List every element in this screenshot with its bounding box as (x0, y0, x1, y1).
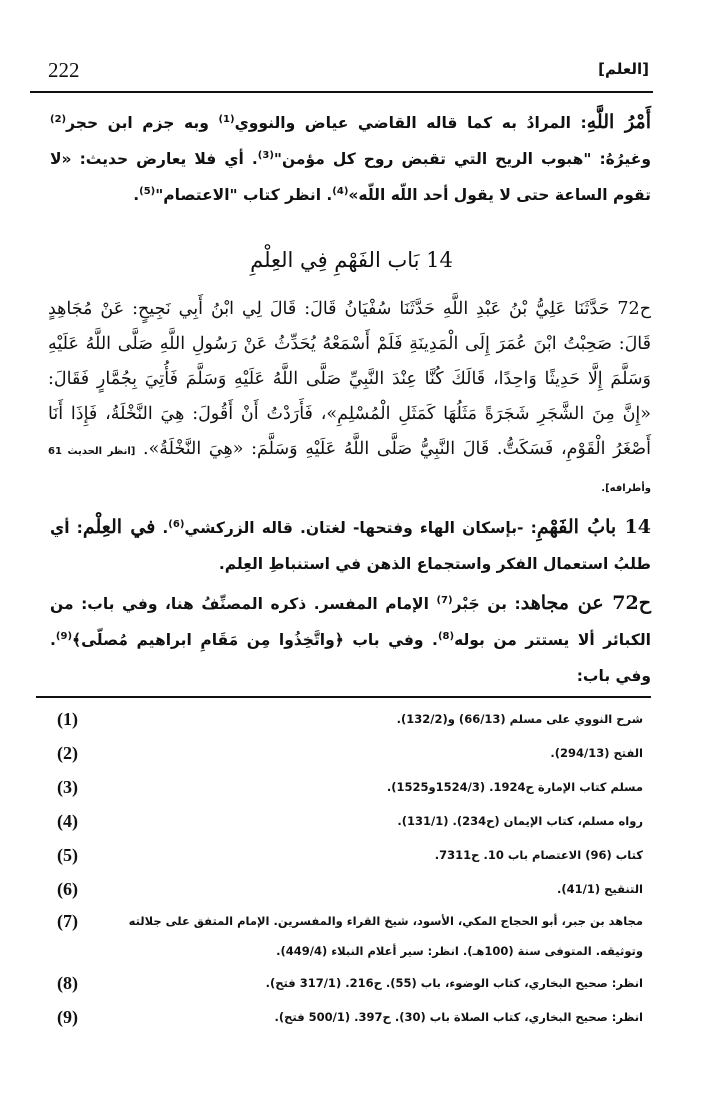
footnote-text: انظر: صحيح البخاري، كتاب الوضوء، باب (55). ح216. (317/1 فتح). (265, 976, 643, 990)
commentary-text: وبه جزم ابن حجر (66, 114, 219, 132)
hadith-cross-reference: [انظر الحديث 61 وأطرافه]. (48, 446, 651, 494)
footnote-ref: (7) (436, 594, 453, 606)
commentary-text: : أي طلبُ استعمال الفكر واستجماع الذهن في استنباطِ العِلم. (50, 519, 651, 573)
footnote-ref: (1) (218, 113, 235, 125)
footnote-item (50, 736, 651, 770)
term-heading: ح72 عن مجاهد (520, 592, 651, 614)
hadith-text: ح72 حَدَّثَنَا عَلِيُّ بْنُ عَبْدِ اللَّهِ حَدَّثَنَا سُفْيَانُ قَالَ: قَالَ لِي ابْنُ أَبِي نَجِيحٍ: عَنْ مُجَاهِدٍ قَالَ: صَحِبْتُ ابْنَ عُمَرَ إِلَى الْمَدِينَةِ فَلَمْ أَسْمَعْهُ يُحَدِّثُ عَنْ رَسُولِ اللَّهِ صَلَّى اللَّهُ عَلَيْهِ وَسَلَّمَ إِلَّا حَدِيثًا وَاحِدًا، قَالَكَ كُنَّا عِنْدَ النَّبِيِّ صَلَّى اللَّهُ عَلَيْهِ وَسَلَّمَ فَأُتِيَ بِجُمَّارٍ فَقَالَ: «إِنَّ مِنَ الشَّجَرِ شَجَرَةً مَثَلُهَا كَمَثَلِ الْمُسْلِمِ»، فَأَرَدْتُ أَنْ أَقُولَ: هِيَ النَّخْلَةُ، فَإِذَا أَنَا أَصْغَرُ الْقَوْمِ، فَسَكَتُّ. قَالَ النَّبِيُّ صَلَّى اللَّهُ عَلَيْهِ وَسَلَّمَ: «هِيَ النَّخْلَةُ». (48, 299, 652, 459)
footnote-text: رواه مسلم، كتاب الإيمان (ح234). (131/1). (397, 814, 643, 828)
footnote-text: التنقيح (41/1). (556, 882, 643, 896)
footnote-divider (36, 696, 651, 698)
commentary-text: . أي فلا يعارض حديث: «لا تقوم الساعة حتى لا يقول أحد اللّه اللّه» (50, 150, 651, 204)
footnote-text: انظر: صحيح البخاري، كتاب الصلاة باب (30). ح397. (500/1 فتح). (274, 1010, 643, 1024)
commentary-paragraph-1 (50, 104, 651, 213)
footnote-text: الفتح (294/13). (550, 746, 643, 760)
commentary-text: : المرادُ به كما قاله القاضي عياض والنووي (234, 114, 587, 132)
commentary-text: : بن جَبْر (452, 595, 521, 613)
commentary-text: . (133, 186, 140, 204)
footnote-number: (1) (57, 709, 78, 729)
footnote-item (50, 838, 651, 872)
footnote-number: (4) (57, 811, 78, 831)
chapter-title: 14 بَاب الفَهْمِ فِي العِلْمِ (250, 248, 453, 272)
footnote-ref: (4) (332, 185, 349, 197)
footnotes-list (50, 702, 651, 1034)
footnote-item (50, 702, 651, 736)
footnote-ref: (9) (55, 630, 73, 642)
footnote-item (50, 804, 651, 838)
footnote-number: (6) (57, 879, 78, 899)
commentary-text: وغيرُهُ: "هبوب الريح التي تقبض روح كل مؤمن" (273, 150, 651, 168)
hadith-text-block (48, 292, 651, 506)
footnote-number: (7) (57, 911, 78, 931)
commentary-paragraph-2 (50, 509, 651, 582)
footnote-item (50, 770, 651, 804)
footnote-text: كتاب (96) الاعتصام باب 10. ح7311. (434, 848, 643, 862)
commentary-paragraph-3 (50, 585, 651, 694)
footnote-number: (3) (57, 777, 78, 797)
footnote-item (50, 906, 651, 966)
footnote-text: شرح النووي على مسلم (66/13) و(132/2). (396, 712, 643, 726)
page-header (36, 56, 649, 86)
footnote-ref: (3) (257, 149, 274, 161)
header-divider (30, 91, 653, 93)
commentary-text: الإمام المفسر. ذكره المصنِّفُ هنا، وفي باب: من الكبائر ألا يستتر من بوله (50, 595, 651, 649)
footnote-item (50, 872, 651, 906)
footnote-item (50, 1000, 651, 1034)
term-heading: في العِلْم (82, 516, 156, 538)
footnote-text: مسلم كتاب الإمارة ح1924. (1524/3و1525). (386, 780, 643, 794)
commentary-text: . وفي باب: (50, 631, 651, 685)
term-heading: 14 بابُ الفَهْمِ (536, 516, 651, 538)
footnote-item (50, 966, 651, 1000)
footnote-number: (8) (57, 973, 78, 993)
footnote-number: (9) (57, 1007, 78, 1027)
running-head: [العلم] (598, 60, 649, 78)
footnote-ref: (5) (139, 185, 156, 197)
commentary-text: . (155, 519, 169, 537)
footnote-ref: (8) (437, 630, 455, 642)
commentary-text: : -بإسكان الهاء وفتحها- لغتان. قاله الزركشي (184, 519, 537, 537)
footnote-ref: (6) (168, 518, 185, 530)
term-heading: أَمْرُ اللَّهِ (586, 111, 651, 133)
footnote-text: مجاهد بن جبر، أبو الحجاج المكي، الأسود، شيخ القراء والمفسرين. الإمام المتفق على جلالته وتوثيقه. المتوفى سنة (100هـ). انظر: سير أعلام النبلاء (449/4). (128, 914, 643, 958)
commentary-text: . انظر كتاب "الاعتصام" (155, 186, 333, 204)
commentary-text: . وفي باب ﴿واتَّخِذُوا مِن مَقَامِ ابراهيم مُصلّى﴾ (72, 631, 438, 649)
page-number: 222 (48, 58, 80, 82)
footnote-number: (5) (57, 845, 78, 865)
footnote-ref: (2) (50, 113, 67, 125)
footnote-number: (2) (57, 743, 78, 763)
